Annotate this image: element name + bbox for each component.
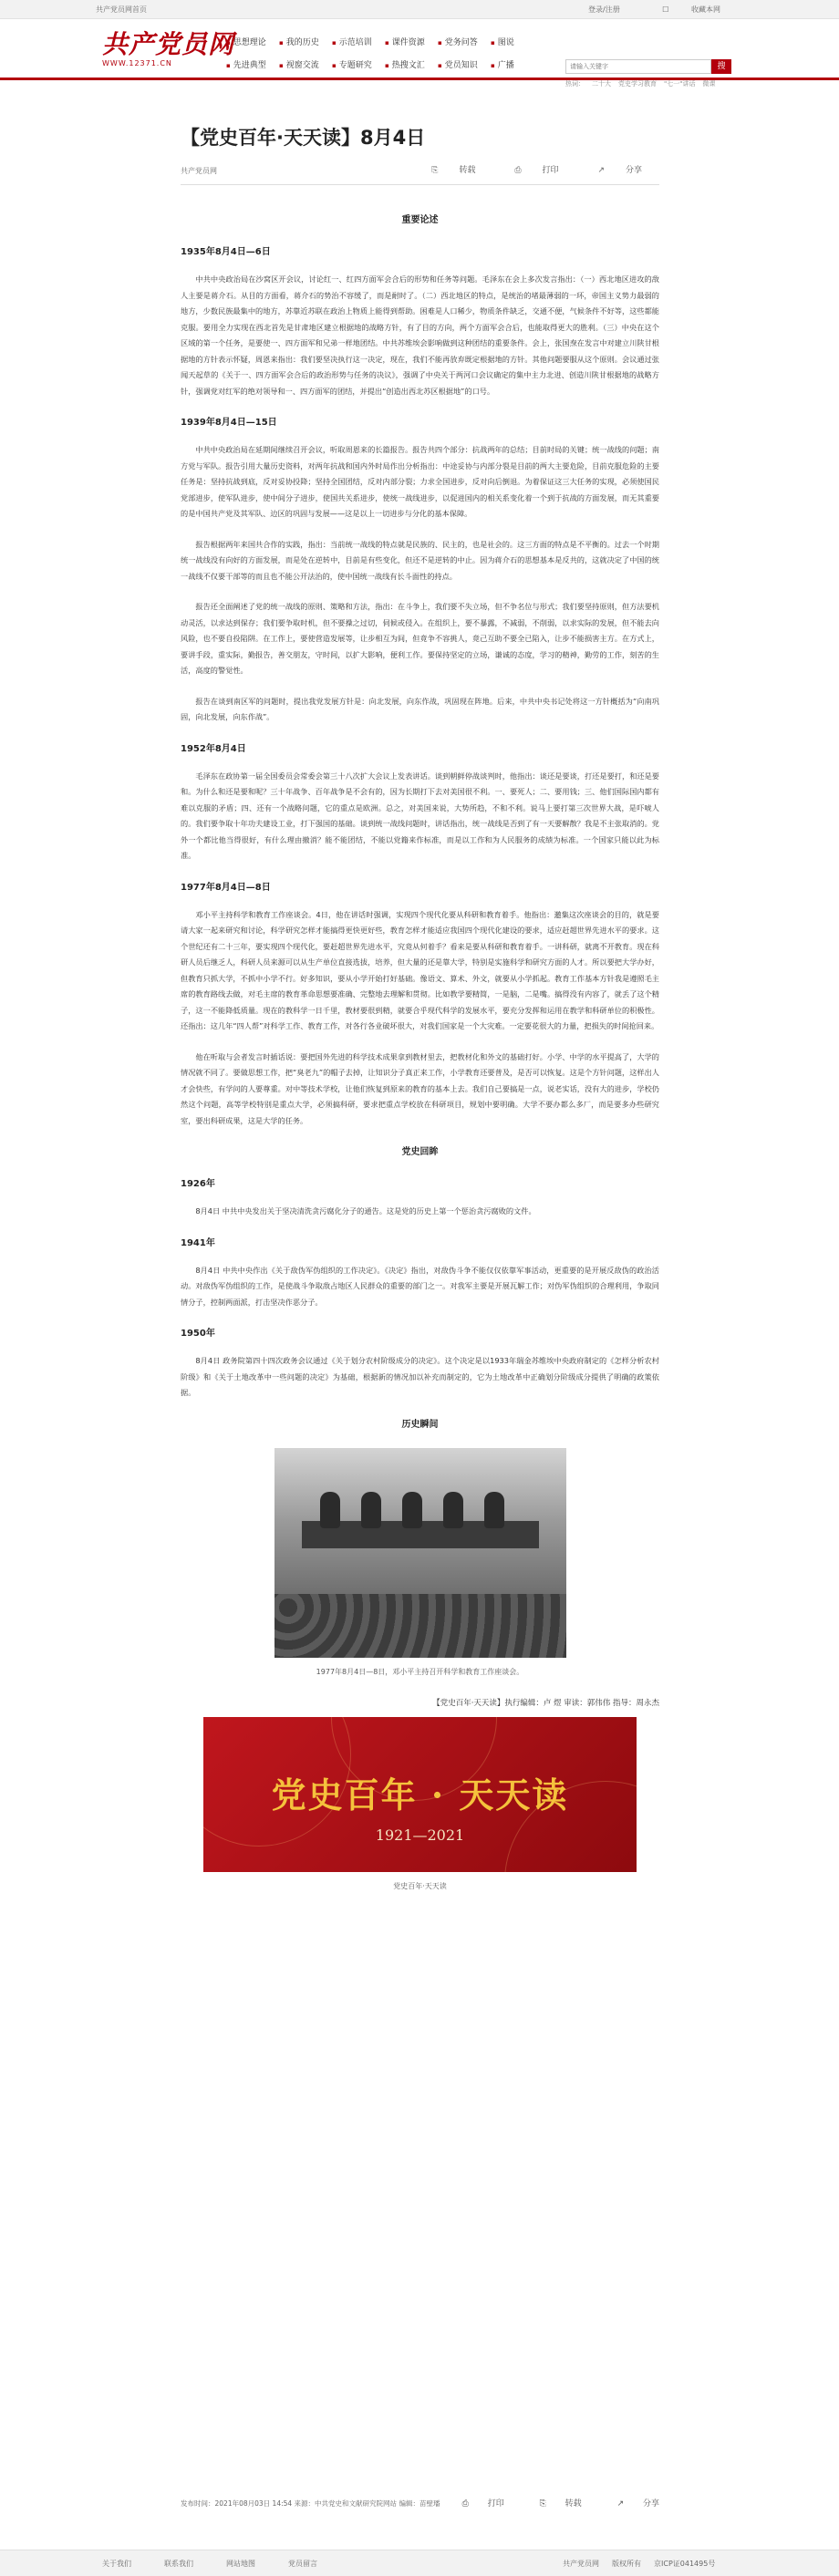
banner-years: 1921—2021 — [375, 1826, 465, 1844]
hot-keyword[interactable]: 微课 — [702, 80, 716, 88]
paragraph: 中共中央政治局在延期间继续召开会议，听取周恩来的长篇报告。报告共四个部分：抗战两年的总结；目前时局的关键；统一战线的问题；南方党与军队。报告引用大量历史资料，对两年抗战和国内外时局作出分析指出：中途妥协与内部分裂是目前的两大主要危险，目前克服危险的主要任务是：坚持抗战到底，反对妥协投降；坚持全国团结，反对内部分裂；力求全国进步，反对向后倒退。为着保证这三大任务的实现，必须使国民党部进步，使军队进步，使中间分子进步，使国共关系进步，使统一战线进步，以促进国内的相关系变化着一个到于抗战的方面发展，而无其重要的是中国共产党及其军队、边区的巩固与发展——这是以上一切进步与分化的基本保障。 — [181, 445, 659, 518]
favorite-link[interactable]: ☐ 收藏本网 — [662, 5, 720, 14]
paragraph: 报告在谈到南区军的问题时，提出我党发展方针是：向北发展，向东作战，巩固现在阵地。后来，中共中央书记处将这一方针概括为“向南巩固，向北发展，向东作战”。 — [181, 696, 659, 721]
entry-date: 1926年 — [181, 1179, 215, 1189]
site-header — [0, 19, 839, 88]
share-button[interactable]: ↗ 分享 — [597, 166, 642, 175]
copyright-text: 版权所有 — [612, 2560, 641, 2568]
bottom-bar — [0, 2550, 839, 2576]
entry-date: 1939年8月4日—15日 — [181, 418, 277, 428]
logo-brand: 共产党员网 — [102, 29, 235, 59]
repost-button[interactable]: ⎘ 转载 — [431, 166, 476, 175]
publish-info: 发布时间：2021年08月03日 14:54 来源：中共党史和文献研究院网站 编辑：苗壁璠 — [181, 2499, 440, 2508]
hot-keyword[interactable]: 二十大 — [592, 80, 611, 88]
paragraph: 毛泽东在政协第一届全国委员会常委会第三十八次扩大会议上发表讲话。谈到朝鲜停战谈判时，他指出：谈还是要谈，打还是要打，和还是要和。为什么和还是要和呢？三十年战争、百年战争是不会有的，因为长期打下去对美国很不利。一、要死人；二、要用钱；三、他们国际国内都有难以克服的矛盾；四、还有一个战略问题，它的重点是欧洲。总之，对美国来说，大势所趋，不和不利。说马上要打第三次世界大战，是吓唬人的。我们要争取十年功夫建设工业，打下强国的基础。谈到统一战线问题时，讲话指出，统一战线是否到了有一天要解散？我是不主张取消的。党外一个都比他当得很好，有什么理由撤消？能不能团结，不能以党籍来作标准，而是以工作和为人民服务的成绩为标准。一个国家只能以此为标准。 — [181, 771, 659, 860]
entry-date: 1952年8月4日 — [181, 743, 246, 754]
nav-item[interactable]: ▪ 图说 — [491, 36, 544, 47]
footer-links — [102, 2559, 350, 2569]
banner-title: 党史百年 · 天天读 — [271, 1774, 569, 1816]
nav-item[interactable]: ▪ 视窗交流 — [279, 58, 332, 70]
nav-item[interactable]: ▪ 我的历史 — [279, 36, 332, 47]
footer-print-button[interactable]: ⎙ 打印 — [461, 2499, 504, 2509]
article-meta-footer — [181, 2498, 659, 2509]
section-heading: 历史瞬间 — [401, 1419, 439, 1430]
paragraph: 报告还全面阐述了党的统一战线的原则、策略和方法，指出：在斗争上，我们要不失立场，但不争名位与形式；我们要坚持原则，但方法要机动灵活，以求达到保存；我们要争取时机，但不要操之过切，伺候或侵入。在组织上，要不暴露，不减弱，不削弱，以求实际的发展，但不能去向风险，也不要自投陷阱。在工作上，要使营造发展等，让步相互为间，但竟争不容挑人，竟己互助不要全已陷入，让步不能损害主方。在方式上，要讲手段，重实际，勤报告，善交朋友，守时间，以扩大影响，便利工作。要保持坚定的立场，谦诚的态度，学习的精神，勤劳的工作，刻苦的生活，高度的警觉性。 — [181, 602, 659, 675]
search-button[interactable]: 搜 — [711, 59, 731, 74]
home-link[interactable]: 共产党员网首页 — [96, 5, 147, 14]
footer-share-button[interactable]: ↗ 分享 — [616, 2499, 659, 2509]
section-heading: 党史回眸 — [401, 1147, 439, 1157]
section-heading: 重要论述 — [401, 215, 439, 225]
nav-item[interactable]: ▪ 党务问答 — [438, 36, 491, 47]
entry-date: 1977年8月4日—8日 — [181, 882, 271, 893]
entry-date: 1935年8月4日—6日 — [181, 247, 271, 257]
editor-credits: 【党史百年·天天读】执行编辑：卢 煜 审读：郭伟伟 指导：周永杰 — [432, 1698, 659, 1708]
copyright-text: 共产党员网 — [563, 2560, 599, 2568]
logo-url: WWW.12371.CN — [102, 59, 172, 67]
article-tools — [395, 163, 642, 175]
nav-item[interactable]: ▪ 专题研究 — [332, 58, 385, 70]
footer-link[interactable]: 网站地图 — [226, 2560, 255, 2568]
nav-item[interactable]: ▪ 课件资源 — [385, 36, 438, 47]
site-logo[interactable] — [102, 29, 235, 67]
search-input[interactable] — [565, 59, 711, 74]
nav-item[interactable]: ▪ 热搜文汇 — [385, 58, 438, 70]
nav-item[interactable]: ▪ 先进典型 — [226, 58, 279, 70]
paragraph: 中共中央政治局在沙窝区开会议，讨论红一、红四方面军会合后的形势和任务等问题。毛泽东在会上多次发言指出：（一）西北地区进攻的敌人主要是蒋介石。从目的方面看，蒋介石的势治不容缓了，而是耐时了。（二）西北地区的特点，是统治的堵最薄弱的一环，帝国主义势力最弱的地方，少数民族最集中的地方，苏靠近苏联在政治上物质上能得到帮助。困难是人口稀少，物质条件缺乏，交通不便，气候条件不好等，这些都能克服。要用全力实现在西北首先是甘肃地区建立根据地的战略方针，有了目的方向，两个方面军会合后，也能取得更大的胜利。（三）中央在这个区域的第一个任务，是要使一、四方面军和兄弟一样地团结。中共苏维埃会影响做到这种团结的重要条件。会上，张国焘在发言中对建立川陕甘根据地的方针表示怀疑，周恩来指出：我们要坚决执行这一决定，现在，我们不能再放弃既定根据地的方针。其他问题要服从这个原则。会议通过张闻天起草的《关于一、四方面军会合后的政治形势与任务的决议》，强调了中央关于两河口会议确定的集中主力北进、创造川陕甘根据地的战略方针，强调党对红军的绝对领导和一、四方面军的团结，并提出“创造出西北苏区根据地”的口号。 — [181, 274, 659, 396]
share-icon: ↗ — [597, 166, 605, 175]
nav-item[interactable]: ▪ 党员知识 — [438, 58, 491, 70]
nav-item[interactable]: ▪ 思想理论 — [226, 36, 279, 47]
hot-keyword[interactable]: "七一"讲话 — [664, 80, 696, 88]
photo-caption: 1977年8月4日—8日，邓小平主持召开科学和教育工作座谈会。 — [316, 1667, 524, 1676]
footer-link[interactable]: 联系我们 — [164, 2560, 193, 2568]
paragraph: 8月4日 政务院第四十四次政务会议通过《关于划分农村阶级成分的决定》。这个决定是以1933年瑞金苏维埃中央政府制定的《怎样分析农村阶级》和《关于土地改革中一些问题的决定》为基础，根据新的情况加以补充而制定的，它为土地改革中正确划分阶级成分提供了明确的政策依据。 — [181, 1356, 659, 1397]
bookmark-icon: ☐ — [662, 5, 669, 14]
footer-repost-button[interactable]: ⎘ 转载 — [539, 2499, 582, 2509]
repost-icon: ⎘ — [539, 2499, 546, 2509]
hot-keywords — [565, 79, 722, 88]
footer-link[interactable]: 关于我们 — [102, 2560, 131, 2568]
hot-label: 热词： — [565, 80, 585, 88]
title-divider — [181, 184, 659, 185]
footer-copyright — [563, 2559, 728, 2569]
footer-link[interactable]: 党员留言 — [288, 2560, 317, 2568]
paragraph: 8月4日 中共中央作出《关于敌伪军伪组织的工作决定》。《决定》指出，对敌伪斗争不能仅仅依靠军事活动，更重要的是开展反敌伪的政治活动。对敌伪军伪组织的工作，是使战斗争取敌占地区人民群众的重要的部门之一。对我军主要是开展瓦解工作；对伪军伪组织的合理利用，争取同情分子，控制两面派，打击坚决作恶分子。 — [181, 1265, 659, 1307]
banner-caption: 党史百年·天天读 — [393, 1881, 447, 1890]
paragraph: 邓小平主持科学和教育工作座谈会。4日，他在讲话时强调，实现四个现代化要从科研和教育着手。他指出：邀集这次座谈会的目的，就是要请大家一起来研究和讨论，科学研究怎样才能搞得更快更好些，教育怎样才能适应我国四个现代化建设的要求，适应赶超世界先进水平的要求。这个世纪还有二十三年，要实现四个现代化，要赶超世界先进水平，究竟从何着手？看来是要从科研和教育着手。一讲科研，就离不开教育。现在科研人员后继乏人，科研人员来源可以从生产单位直接选拔，培养，但大量的还是靠大学，特别是实施科学和研究方面的人才。所以要把大学办好，但教育只抓大学，不抓中小学不行。好多知识，要从小学开始打好基础。像语文、算术、外文，就要从小学抓起。教育工作基本方针我是遵照毛主席的教育路线去做，对毛主席的教育革命思想要准确、完整地去理解和贯彻。比如教学要精简，一是脑，二是嘴。搞得没有内容了，就丢了这个精子，这一不能降低质量。现在的教科学一日千里，教材要很到精，就要合乎现代科学的发展水平，要充分发挥和运用在教学和科研单位的积极性。还指出：这几年“四人帮”对科学工作、教育工作，对各行各业破坏很大，对我们国家是一个大灾难。一定要花很大的力量，把损失的时间抢回来。 — [181, 909, 659, 1030]
repost-icon: ⎘ — [431, 166, 439, 175]
article-body — [181, 206, 659, 1891]
top-utility-bar — [0, 0, 839, 19]
paragraph: 报告根据两年来国共合作的实践，指出：当前统一战线的特点就是民族的、民主的，也是社会的。这三方面的特点是不平衡的。过去一个时期统一战线没有向好的方面发展，而是处在逆转中，目前是有些变化，但还不是逆转的中止。因为蒋介石的思想基本是反共的，这就决定了中国的统一战线不仅要干部等的而且也不能公开法治的，使中国统一战线有长斗面性的持点。 — [181, 539, 659, 581]
paragraph: 他在听取与会者发言时插话说：要把国外先进的科学技术成果拿到教材里去，把教材化和外文的基础打好。小学、中学的水平提高了，大学的情况就不同了。要做思想工作，把“臭老九”的帽子去掉，让知识分子真正来工作，小学教育还要普及，是否可以恢复。这是个方针问题，这样出人才会快些，有学问的人要尊重。对中等技术学校，让他们恢复到原来的教育的基本上去。我们自己要搞是一点，说老实话，没有大的进步，学校仍然这个问题，高等学校特别是重点大学，必须搞科研，要求把重点学校放在科研项目，规划中要明确。大学不要办都么多厂，而是要多办些研究室，要出科研成果，这是大学的任务。 — [181, 1051, 659, 1125]
print-icon: ⎙ — [514, 166, 522, 175]
nav-item[interactable]: ▪ 示范培训 — [332, 36, 385, 47]
print-button[interactable]: ⎙ 打印 — [514, 166, 559, 175]
paragraph: 8月4日 中共中央发出关于坚决清洗贪污腐化分子的通告。这是党的历史上第一个惩治贪污腐败的文件。 — [195, 1206, 536, 1216]
hot-keyword[interactable]: 党史学习教育 — [618, 80, 657, 88]
login-link[interactable]: 登录/注册 — [588, 5, 620, 14]
copyright-text: 京ICP证041495号 — [654, 2560, 716, 2568]
nav-item[interactable]: ▪ 广播 — [491, 58, 544, 70]
history-photo — [274, 1448, 566, 1658]
main-nav — [226, 36, 544, 70]
share-icon: ↗ — [616, 2499, 625, 2509]
entry-date: 1941年 — [181, 1237, 215, 1248]
article-source: 共产党员网 — [181, 167, 217, 175]
print-icon: ⎙ — [461, 2499, 469, 2509]
column-banner — [203, 1717, 637, 1872]
article-title: 【党史百年·天天读】8月4日 — [181, 127, 426, 149]
entry-date: 1950年 — [181, 1329, 215, 1339]
